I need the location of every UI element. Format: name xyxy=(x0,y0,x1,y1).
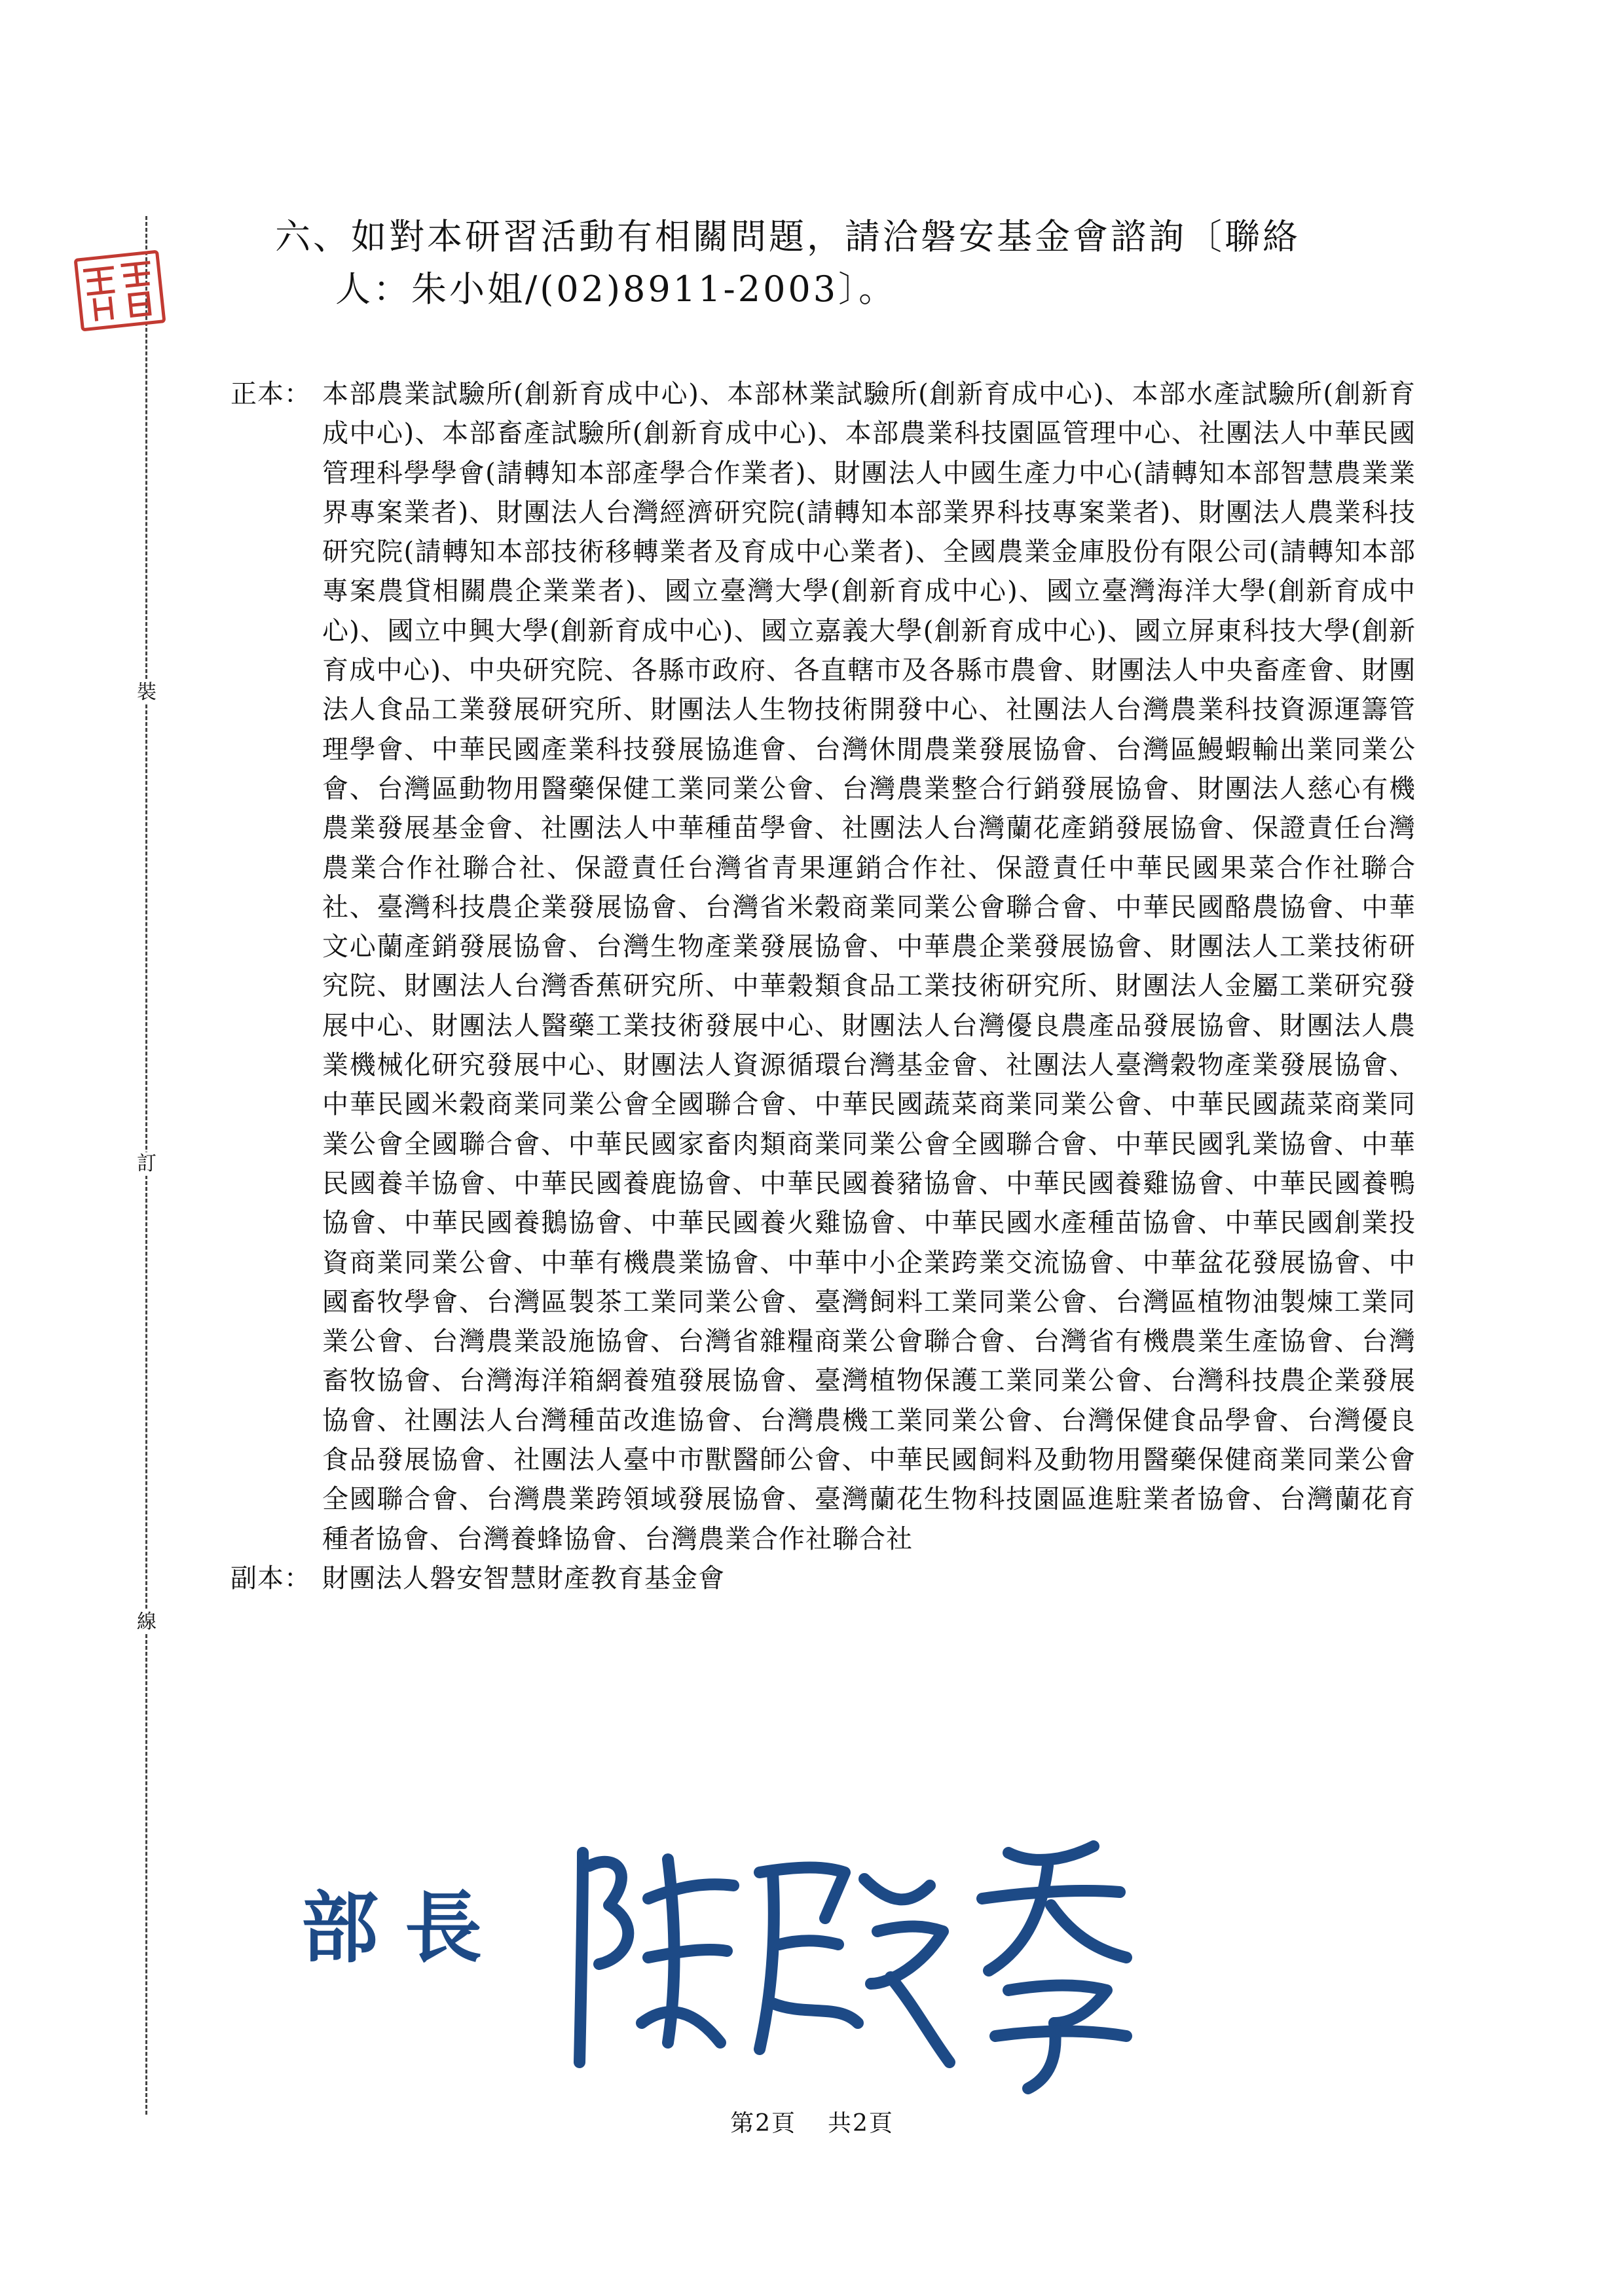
main-recipients-text: 本部農業試驗所(創新育成中心)、本部林業試驗所(創新育成中心)、本部水產試驗所(創新育成中心)、本部畜產試驗所(創新育成中心)、本部農業科技園區管理中心、社團法人中華民國管理科學學會(請轉知本部產學合作業者)、財團法人中國生產力中心(請轉知本部智慧農業業界專案業者)、財團法人台灣經濟研究院(請轉知本部業界科技專案業者)、財團法人農業科技研究院(請轉知本部技術移轉業者及育成中心業者)、全國農業金庫股份有限公司(請轉知本部專案農貸相關農企業業者)、國立臺灣大學(創新育成中心)、國立臺灣海洋大學(創新育成中心)、國立中興大學(創新育成中心)、國立嘉義大學(創新育成中心)、國立屏東科技大學(創新育成中心)、中央研究院、各縣市政府、各直轄市及各縣市農會、財團法人中央畜產會、財團法人食品工業發展研究所、財團法人生物技術開發中心、社團法人台灣農業科技資源運籌管理學會、中華民國產業科技發展協進會、台灣休閒農業發展協會、台灣區鰻蝦輸出業同業公會、台灣區動物用醫藥保健工業同業公會、台灣農業整合行銷發展協會、財團法人慈心有機農業發展基金會、社團法人中華種苗學會、社團法人台灣蘭花產銷發展協會、保證責任台灣農業合作社聯合社、保證責任台灣省青果運銷合作社、保證責任中華民國果菜合作社聯合社、臺灣科技農企業發展協會、台灣省米穀商業同業公會聯合會、中華民國酪農協會、中華文心蘭產銷發展協會、台灣生物產業發展協會、中華農企業發展協會、財團法人工業技術研究院、財團法人台灣香蕉研究所、中華穀類食品工業技術研究所、財團法人金屬工業研究發展中心、財團法人醫藥工業技術發展中心、財團法人台灣優良農產品發展協會、財團法人農業機械化研究發展中心、財團法人資源循環台灣基金會、社團法人臺灣穀物產業發展協會、中華民國米穀商業同業公會全國聯合會、中華民國蔬菜商業同業公會、中華民國蔬菜商業同業公會全國聯合會、中華民國家畜肉類商業同業公會全國聯合會、中華民國乳業協會、中華民國養羊協會、中華民國養鹿協會、中華民國養豬協會、中華民國養雞協會、中華民國養鴨協會、中華民國養鵝協會、中華民國養火雞協會、中華民國水產種苗協會、中華民國創業投資商業同業公會、中華有機農業協會、中華中小企業跨業交流協會、中華盆花發展協會、中國畜牧學會、台灣區製茶工業同業公會、臺灣飼料工業同業公會、台灣區植物油製煉工業同業公會、台灣農業設施協會、台灣省雜糧商業公會聯合會、台灣省有機農業生產協會、台灣畜牧協會、台灣海洋箱網養殖發展協會、臺灣植物保護工業同業公會、台灣科技農企業發展協會、社團法人台灣種苗改進協會、台灣農機工業同業公會、台灣保健食品學會、台灣優良食品發展協會、社團法人臺中市獸醫師公會、中華民國飼料及動物用醫藥保健商業同業公會全國聯合會、台灣農業跨領域發展協會、臺灣蘭花生物科技園區進駐業者協會、台灣蘭花育種者協會、台灣養蜂協會、台灣農業合作社聯合社 xyxy=(322,379,1416,1554)
item-six-contact-info xyxy=(275,211,1454,316)
item-six-line-1: 六、如對本研習活動有相關問題，請洽磐安基金會諮詢〔聯絡 xyxy=(275,216,1301,257)
binding-label-ding: 訂 xyxy=(128,1152,165,1176)
recipient-list xyxy=(231,374,1416,1598)
main-recipients-row xyxy=(231,374,1416,1559)
binding-label-xian: 線 xyxy=(128,1611,165,1634)
binding-label-zhuang: 裝 xyxy=(128,681,165,704)
item-six-line-2: 人：朱小姐/(02)8911-2003〕。 xyxy=(335,268,897,310)
minister-title: 部長 xyxy=(301,1883,509,1973)
red-seal-stamp xyxy=(74,250,166,332)
signature-block xyxy=(301,1827,1153,2108)
cc-recipients-label: 副本： xyxy=(231,1563,311,1594)
page-total: 共2頁 xyxy=(828,2110,894,2137)
page-footer xyxy=(0,2105,1624,2138)
seal-glyphs-icon xyxy=(77,254,162,327)
handwritten-signature xyxy=(301,1827,1153,2108)
cc-recipients-text: 財團法人磐安智慧財產教育基金會 xyxy=(322,1563,725,1594)
cc-recipients-row xyxy=(231,1559,1416,1598)
main-recipients-label: 正本： xyxy=(231,379,311,409)
page-number: 第2頁 xyxy=(730,2110,796,2137)
